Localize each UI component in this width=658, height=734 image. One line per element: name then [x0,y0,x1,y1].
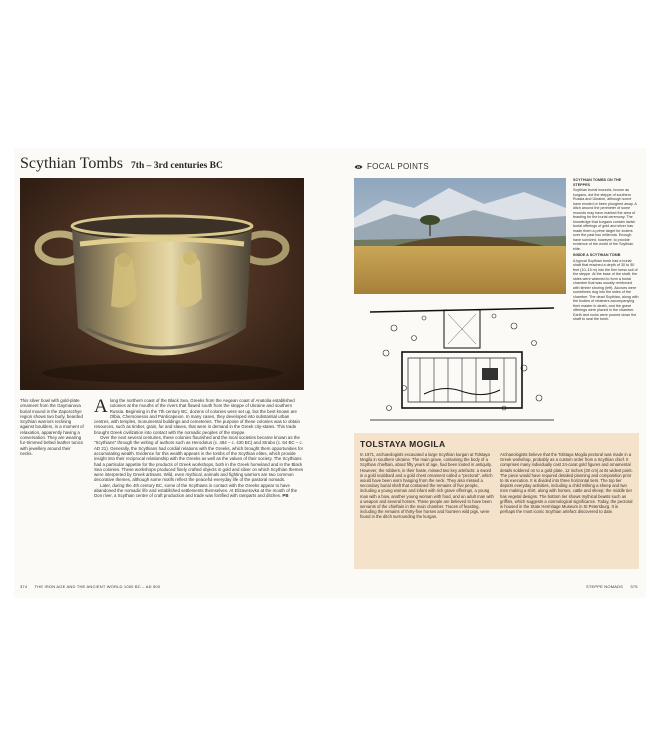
paragraph-text: long the northern coast of the Black Sea, Greeks from the Aegean coast of Anatolia established colonies at the mouths of the rivers that flowed south from the steppe of Ukraine and southern Russia. Beginning in the 7th century BC, dozens of colonies were set up, but the best known are Olbia, Chersonesos and Panticapeion. In many cases, they developed into substantial urban centres, with temples, monumental buildings and cemeteries. The purpose of these colonies was to obtain resources, such as timber, grain, fur and slaves, that were in demand in the Greek city-states. This trade brought Greek civilization into contact with the nomadic peoples of the steppe. [94,398,300,435]
paragraph: Over the next several centuries, these colonies flourished and the local societies became known as the "Scythians" through the writing of authors such as Herodotus (c. 484 – c. 430 BC) and Strabo (c. 64 BC – c. AD 21). Generally, the Scythians had cordial relations with the Greeks, which brought them opportunities for accumulating wealth. Evidence for this wealth appears in the tombs of the Scythian elites, which provide insight into their reciprocal relationship with the Greeks as well as the values of their society. The Scythians had a particular appetite for the products of Greek workshops, both in the Greek homeland and in the Black Sea colonies. These workshops produced finely crafted objects in gold and silver on which Scythian themes were interpreted by Greek artisans. Wild, even mythical, animals and fighting warriors are two common decorative themes, although some motifs reflect the peaceful everyday life of the pastoral nomads. [94,435,304,483]
running-head: STEPPE NOMADS [586,584,624,589]
sidebar-entry [573,178,639,251]
paragraph [94,483,306,499]
page-number: 374 [20,584,28,589]
sidebar-heading: INSIDE A SCYTHIAN TOMB [573,253,621,257]
photo-caption: This silver bowl with gold-plate ornament from the Gaymanova burial mound in the Zaporozhye region shows two burly, bearded Scythian warriors reclining against boulders, in a moment of relaxation, apparently having a conversation. They are wearing fur-trimmed belted leather tunics with jewellery around their necks. [20,398,84,456]
focal-points-label: FOCAL POINTS [367,162,429,171]
paragraph [94,398,306,435]
box-column-left [360,452,494,520]
drop-cap: A [94,396,108,417]
steppe-landscape-photo [354,178,566,294]
running-head: THE IRON AGE AND THE ANCIENT WORLD 1000 BC – AD 500 [34,584,161,589]
focal-points-heading [354,162,429,171]
right-folio [586,584,638,589]
page-number: 375 [630,584,638,589]
box-paragraph: In 1971, archaeologists excavated a large Scythian kurgan at Tolstaya Mogila in southern Ukraine. The main grave, containing the body of a Scythian chieftain, about fifty years of age, had been looted in antiquity. However, the robbers, in their haste, missed two key artefacts: a sword in a gold scabbard and a gold chest ornament called a "pectoral", which would have been worn hanging from the neck. They also missed a secondary burial shaft that contained the remains of five people, including a young woman and infant with rich grave offerings, a young man with a bow, another young woman with food, and an adult man with a weapon and several horses. These people are believed to have been servants of the chieftain in the main chamber. Traces of feasting, including the remains of thirty-five horses and fourteen wild pigs, were found in the ditch surrounding the kurgan. [360,452,494,520]
silver-bowl-photo [20,178,304,390]
paragraph-text: Later, during the 4th century BC, some of the Scythians in contact with the Greeks appear to have abandoned the nomadic life and established settlements themselves. At Elizavetovka at the mouth of the Don river, a Scythian centre of craft production and trade was fortified with ramparts and ditches. [94,482,298,499]
page-title-dates: 7th – 3rd centuries BC [131,161,223,171]
eye-icon [354,164,363,170]
page-title-main: Scythian Tombs [20,155,124,172]
sidebar-heading: SCYTHIAN TOMBS ON THE STEPPES [573,178,622,187]
author-signature: PB [282,493,289,499]
tolstaya-mogila-box [354,433,639,569]
tomb-cross-section-drawing [364,298,560,428]
sidebar-entry [573,253,639,322]
sidebar-text: A typical Scythian tomb had a burial shaft that reached a depth of 30 to 50 feet (10–15 m) into the firm loess soil of the steppe. At the base of the shaft, the sides were widened to form a burial chamber that was usually reinforced with timber shoring (left). Alcoves were sometimes dug into the sides of the chamber. The dead Scythian, along with the bodies of retainers accompanying their master in death, and the grave offerings were placed in the chamber. Earth and rocks were poured down the shaft to seal the tomb. [573,258,639,321]
box-column-right [500,452,634,514]
main-body-text [94,398,306,499]
left-folio [20,584,160,589]
focal-points-sidebar [573,178,639,324]
box-title: TOLSTAYA MOGILA [360,439,446,449]
page-title [20,155,223,173]
box-paragraph: Archaeologists believe that the Tolstaya Mogila pectoral was made in a Greek workshop, probably as a custom order from a Scythian chief. It comprises many individually cast 24-carat gold figures and ornamental details soldered on to a gold plate, 12 inches (30 cm) at its widest point. The piece would have required detailed planning and composition prior to its execution. It is divided into three horizontal tiers. The top tier depicts everyday activities, including a child milking a sheep and two men making a shirt, along with horses, cattle and sheep; the middle tier has vegetal designs. The bottom tier shows mythical beasts such as griffins, which suggests a cosmological significance. Today, the pectoral is housed in the State Hermitage Museum in St Petersburg. It is perhaps the most iconic Scythian artefact discovered to date. [500,452,633,515]
sidebar-text: Scythian burial mounds, known as kurgans, dot the steppe of southern Russia and Ukraine, although some have eroded or been ploughed away. A ditch around the perimeter of some mounds may have marked the area of feasting for the burial ceremony. The knowledge that kurgans contain lavish burial offerings of gold and silver has made them a prime target for looters over the past two millennia. Enough have survived, however, to provide evidence of the world of the Scythian elite. [573,188,637,251]
